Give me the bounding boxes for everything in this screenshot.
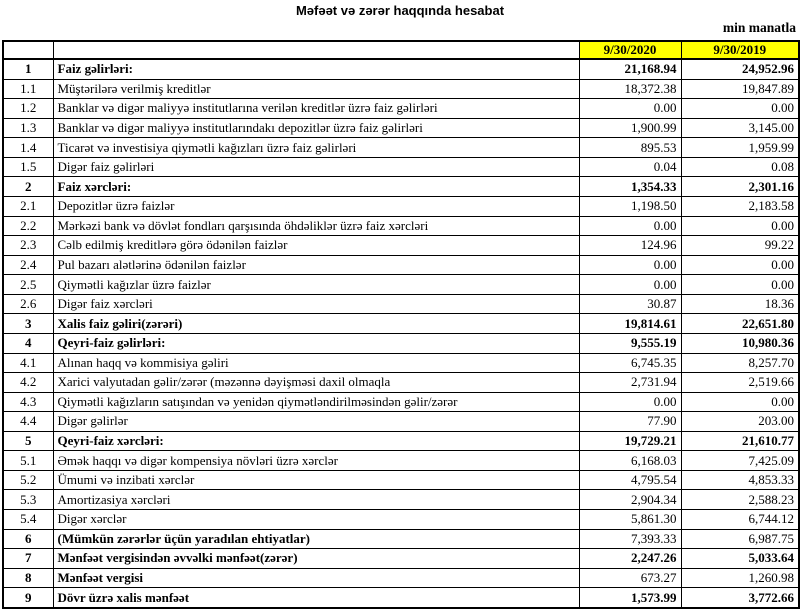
table-row [3,59,799,79]
value-2019-cell: 7,425.09 [681,451,799,471]
header-period-2019: 9/30/2019 [681,41,799,59]
value-2020-cell: 895.53 [579,138,681,158]
table-row [3,157,799,177]
value-2019-cell: 5,033.64 [681,549,799,569]
value-2020-cell: 0.00 [579,255,681,275]
value-2019-cell: 0.00 [681,392,799,412]
value-2019-cell: 0.00 [681,275,799,295]
row-number-cell: 4 [3,333,53,353]
row-label-cell: Digər faiz xərcləri [53,294,579,314]
value-2019-cell: 18.36 [681,294,799,314]
value-2019-cell: 24,952.96 [681,59,799,79]
row-label-cell: (Mümkün zərərlər üçün yaradılan ehtiyatlar) [53,529,579,549]
value-2020-cell: 2,247.26 [579,549,681,569]
header-label-cell [53,41,579,59]
header-period-2020: 9/30/2020 [579,41,681,59]
header-row [3,41,799,59]
table-row [3,177,799,197]
row-label-cell: Amortizasiya xərcləri [53,490,579,510]
value-2019-cell: 10,980.36 [681,333,799,353]
value-2019-cell: 203.00 [681,412,799,432]
row-number-cell: 4.1 [3,353,53,373]
row-number-cell: 4.3 [3,392,53,412]
row-number-cell: 6 [3,529,53,549]
value-2019-cell: 0.08 [681,157,799,177]
row-label-cell: Xarici valyutadan gəlir/zərər (məzənnə dəyişməsi daxil olmaqla [53,373,579,393]
table-row [3,490,799,510]
value-2019-cell: 0.00 [681,255,799,275]
table-row [3,549,799,569]
row-number-cell: 7 [3,549,53,569]
row-number-cell: 8 [3,568,53,588]
table-row [3,255,799,275]
table-row [3,79,799,99]
row-number-cell: 2.1 [3,197,53,217]
value-2020-cell: 0.04 [579,157,681,177]
row-label-cell: Faiz gəlirləri: [53,59,579,79]
row-number-cell: 1.3 [3,118,53,138]
header-number-cell [3,41,53,59]
value-2019-cell: 1,260.98 [681,568,799,588]
table-row [3,529,799,549]
table-row [3,451,799,471]
value-2020-cell: 673.27 [579,568,681,588]
row-label-cell: Dövr üzrə xalis mənfəət [53,588,579,608]
value-2020-cell: 1,900.99 [579,118,681,138]
value-2020-cell: 19,729.21 [579,431,681,451]
table-row [3,99,799,119]
row-number-cell: 5.1 [3,451,53,471]
value-2020-cell: 4,795.54 [579,470,681,490]
table-row [3,333,799,353]
table-row [3,353,799,373]
row-label-cell: Cəlb edilmiş kreditlərə görə ödənilən faizlər [53,236,579,256]
table-row [3,373,799,393]
row-label-cell: Müştərilərə verilmiş kreditlər [53,79,579,99]
row-number-cell: 4.4 [3,412,53,432]
value-2019-cell: 3,145.00 [681,118,799,138]
value-2019-cell: 21,610.77 [681,431,799,451]
row-label-cell: Banklar və digər maliyyə institutlarına verilən kreditlər üzrə faiz gəlirləri [53,99,579,119]
row-label-cell: Pul bazarı alətlərinə ödənilən faizlər [53,255,579,275]
table-row [3,275,799,295]
value-2019-cell: 19,847.89 [681,79,799,99]
value-2020-cell: 6,745.35 [579,353,681,373]
table-row [3,236,799,256]
row-number-cell: 1.5 [3,157,53,177]
value-2020-cell: 77.90 [579,412,681,432]
value-2020-cell: 30.87 [579,294,681,314]
row-label-cell: Faiz xərcləri: [53,177,579,197]
row-label-cell: Qeyri-faiz xərcləri: [53,431,579,451]
row-number-cell: 1.2 [3,99,53,119]
value-2020-cell: 21,168.94 [579,59,681,79]
value-2019-cell: 2,519.66 [681,373,799,393]
row-number-cell: 1.1 [3,79,53,99]
value-2019-cell: 4,853.33 [681,470,799,490]
value-2020-cell: 0.00 [579,99,681,119]
table-row [3,138,799,158]
row-number-cell: 1 [3,59,53,79]
table-row [3,118,799,138]
row-number-cell: 2.2 [3,216,53,236]
row-number-cell: 1.4 [3,138,53,158]
row-label-cell: Ümumi və inzibati xərclər [53,470,579,490]
value-2020-cell: 0.00 [579,216,681,236]
value-2020-cell: 1,573.99 [579,588,681,608]
row-number-cell: 5.4 [3,510,53,530]
table-row [3,431,799,451]
row-number-cell: 5.2 [3,470,53,490]
row-label-cell: Qiymətli kağızlar üzrə faizlər [53,275,579,295]
value-2019-cell: 2,301.16 [681,177,799,197]
value-2019-cell: 3,772.66 [681,588,799,608]
value-2019-cell: 1,959.99 [681,138,799,158]
table-row [3,588,799,608]
row-label-cell: Digər xərclər [53,510,579,530]
row-label-cell: Mənfəət vergisindən əvvəlki mənfəət(zərər) [53,549,579,569]
value-2019-cell: 22,651.80 [681,314,799,334]
value-2019-cell: 0.00 [681,99,799,119]
value-2020-cell: 2,904.34 [579,490,681,510]
row-label-cell: Mənfəət vergisi [53,568,579,588]
value-2020-cell: 18,372.38 [579,79,681,99]
income-statement-table [2,40,800,609]
value-2020-cell: 9,555.19 [579,333,681,353]
value-2020-cell: 6,168.03 [579,451,681,471]
row-number-cell: 9 [3,588,53,608]
table-row [3,216,799,236]
table-row [3,314,799,334]
row-label-cell: Qeyri-faiz gəlirləri: [53,333,579,353]
row-label-cell: Digər gəlirlər [53,412,579,432]
table-row [3,392,799,412]
row-label-cell: Ticarət və investisiya qiymətli kağızları üzrə faiz gəlirləri [53,138,579,158]
row-label-cell: Qiymətli kağızların satışından və yenidən qiymətləndirilməsindən gəlir/zərər [53,392,579,412]
row-number-cell: 5 [3,431,53,451]
row-number-cell: 2.4 [3,255,53,275]
value-2019-cell: 8,257.70 [681,353,799,373]
row-number-cell: 4.2 [3,373,53,393]
value-2019-cell: 0.00 [681,216,799,236]
row-label-cell: Depozitlər üzrə faizlər [53,197,579,217]
page-title: Məfəət və zərər haqqında hesabat [295,3,505,18]
row-label-cell: Banklar və digər maliyyə institutlarındakı depozitlər üzrə faiz gəlirləri [53,118,579,138]
value-2019-cell: 99.22 [681,236,799,256]
row-number-cell: 2 [3,177,53,197]
value-2020-cell: 1,198.50 [579,197,681,217]
row-number-cell: 2.5 [3,275,53,295]
value-2020-cell: 0.00 [579,275,681,295]
unit-note: min manatla [722,20,796,35]
row-number-cell: 2.3 [3,236,53,256]
row-label-cell: Mərkəzi bank və dövlət fondları qarşısında öhdəliklər üzrə faiz xərcləri [53,216,579,236]
value-2020-cell: 19,814.61 [579,314,681,334]
table-row [3,197,799,217]
value-2019-cell: 2,588.23 [681,490,799,510]
value-2020-cell: 1,354.33 [579,177,681,197]
table-row [3,412,799,432]
row-number-cell: 2.6 [3,294,53,314]
row-label-cell: Əmək haqqı və digər kompensiya növləri üzrə xərclər [53,451,579,471]
value-2019-cell: 2,183.58 [681,197,799,217]
row-label-cell: Digər faiz gəlirləri [53,157,579,177]
table-row [3,294,799,314]
value-2019-cell: 6,744.12 [681,510,799,530]
table-row [3,510,799,530]
row-label-cell: Alınan haqq və kommisiya gəliri [53,353,579,373]
row-number-cell: 5.3 [3,490,53,510]
value-2020-cell: 0.00 [579,392,681,412]
value-2020-cell: 124.96 [579,236,681,256]
table-body [3,59,799,608]
row-number-cell: 3 [3,314,53,334]
value-2020-cell: 7,393.33 [579,529,681,549]
value-2020-cell: 5,861.30 [579,510,681,530]
table-row [3,568,799,588]
value-2019-cell: 6,987.75 [681,529,799,549]
value-2020-cell: 2,731.94 [579,373,681,393]
row-label-cell: Xalis faiz gəliri(zərəri) [53,314,579,334]
table-row [3,470,799,490]
